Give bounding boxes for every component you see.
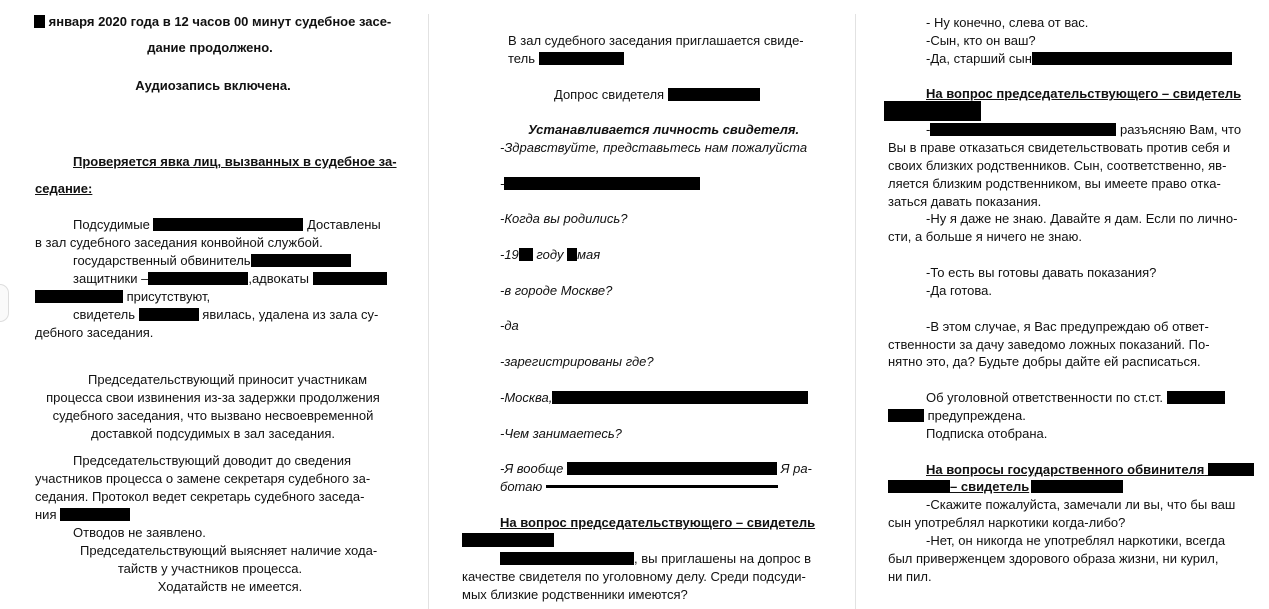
redaction — [1167, 391, 1225, 404]
text-line: -Да, старший сын — [926, 50, 1232, 68]
text-line: -19 году мая — [500, 247, 601, 262]
text-line: тайств у участников процесса. — [117, 561, 303, 576]
text-line: -Ну я даже не знаю. Давайте я дам. Если по лично- — [926, 211, 1238, 226]
redaction — [1031, 480, 1123, 493]
text-line: -зарегистрированы где? — [500, 354, 654, 369]
text-line: -Я вообще Я ра- — [500, 461, 812, 476]
text-line: доставкой подсудимых в зал заседания. — [90, 426, 336, 441]
protocol-page-3 — [884, 0, 1246, 609]
text-line: мых близкие родственники имеются? — [462, 587, 688, 602]
redaction — [148, 272, 248, 285]
redaction — [60, 508, 130, 521]
section-heading: На вопрос председательствующего – свидетель — [500, 515, 816, 530]
text-line: -То есть вы готовы давать показания? — [926, 265, 1157, 280]
section-heading: – свидетель — [888, 478, 1123, 496]
text-line: , вы приглашены на допрос в — [500, 550, 811, 568]
text-line: присутствуют, — [35, 288, 210, 306]
text-line: Ходатайств не имеется. — [157, 579, 303, 594]
text-line: Подсудимые Доставлены — [73, 217, 381, 232]
text-line: своих близких родственников. Сын, соответственно, яв- — [888, 158, 1227, 173]
redaction — [567, 248, 577, 261]
redaction — [34, 15, 45, 28]
text-line: Вы в праве отказаться свидетельствовать против себя и — [888, 140, 1231, 155]
text-line: -В этом случае, я Вас предупреждаю об ответ- — [926, 319, 1209, 334]
redaction — [930, 123, 1116, 136]
text-line: Председательствующий приносит участникам — [88, 372, 368, 387]
redaction — [153, 218, 303, 231]
text-line: -Нет, он никогда не употреблял наркотики, всегда — [926, 533, 1226, 548]
text-line: -в городе Москве? — [500, 283, 613, 298]
text-line: предупреждена. — [888, 407, 1026, 425]
redaction — [519, 248, 533, 261]
text-line: был приверженцем здорового образа жизни, ни курил, — [888, 551, 1219, 566]
protocol-page-1 — [30, 0, 397, 609]
redaction — [139, 308, 199, 321]
text-line: - разъясняю Вам, что — [926, 122, 1242, 137]
redaction — [668, 88, 760, 101]
text-line: -Чем занимаетесь? — [500, 426, 622, 441]
text-line: -Сын, кто он ваш? — [926, 33, 1036, 48]
redaction — [500, 552, 634, 565]
text-line: ни пил. — [888, 569, 932, 584]
text-line: Председательствующий доводит до сведения — [73, 453, 352, 468]
text-line: судебного заседания, что вызвано несвоевременной — [52, 408, 374, 423]
text-line: -Когда вы родились? — [500, 211, 628, 226]
page-divider — [855, 14, 856, 609]
section-heading: Проверяется явка лиц, вызванных в судебное за- — [73, 154, 397, 169]
text-line: тель — [508, 50, 624, 68]
text-line: -Скажите пожалуйста, замечали ли вы, что бы ваш — [926, 497, 1236, 512]
text-line: процесса свои извинения из-за задержки продолжения — [46, 390, 380, 405]
text-line: участников процесса о замене секретаря судебного за- — [35, 471, 371, 486]
redaction — [888, 409, 924, 422]
text-line: В зал судебного заседания приглашается свиде- — [508, 33, 804, 48]
text-line: ляется близким родственником, вы имеете право отка- — [888, 176, 1221, 191]
text-line: января 2020 года в 12 часов 00 минут судебное засе- — [34, 13, 391, 31]
section-heading: На вопрос председательствующего – свидетель — [926, 86, 1242, 101]
text-line: Аудиозапись включена. — [135, 78, 291, 93]
redaction — [884, 101, 981, 121]
text-line: Подписка отобрана. — [926, 426, 1048, 441]
text-line: нятно это, да? Будьте добры дайте ей расписаться. — [888, 354, 1201, 369]
text-line: ния — [35, 506, 130, 524]
text-line: -Москва, — [500, 389, 808, 407]
text-line: ботаю — [500, 478, 778, 496]
redaction — [1208, 463, 1254, 476]
redaction — [313, 272, 387, 285]
text-line: сын употреблял наркотики когда-либо? — [888, 515, 1126, 530]
text-line: сти, а больше я ничего не знаю. — [888, 229, 1082, 244]
protocol-page-2 — [462, 0, 821, 609]
text-line: Об уголовной ответственности по ст.ст. — [926, 389, 1225, 407]
redaction — [546, 485, 778, 488]
redaction — [567, 462, 777, 475]
text-line: свидетель явилась, удалена из зала су- — [73, 307, 379, 322]
text-line: седания. Протокол ведет секретарь судебного заседа- — [35, 489, 365, 504]
redaction — [539, 52, 624, 65]
text-line: дебного заседания. — [35, 325, 154, 340]
redaction — [35, 290, 123, 303]
text-line: Устанавливается личность свидетеля. — [528, 122, 800, 137]
text-line: -Да готова. — [926, 283, 993, 298]
text-line: дание продолжено. — [147, 40, 273, 55]
text-line: государственный обвинитель — [73, 252, 351, 270]
section-heading: седание: — [35, 181, 93, 196]
text-line: качестве свидетеля по уголовному делу. Среди подсуди- — [462, 569, 806, 584]
text-line: ственности за дачу заведомо ложных показаний. По- — [888, 337, 1210, 352]
text-line: Отводов не заявлено. — [73, 525, 206, 540]
text-line: заться давать показания. — [888, 194, 1042, 209]
text-line: -Здравствуйте, представьтесь нам пожалуйста — [500, 140, 808, 155]
page-scroll-handle[interactable] — [0, 284, 9, 322]
text-line: - — [500, 175, 700, 193]
page-divider — [428, 14, 429, 609]
redaction — [462, 533, 554, 547]
redaction — [251, 254, 351, 267]
redaction — [888, 480, 950, 493]
text-line: - Ну конечно, слева от вас. — [926, 15, 1089, 30]
text-line: защитники – ,адвокаты — [73, 270, 387, 288]
redaction — [504, 177, 700, 190]
redaction — [552, 391, 808, 404]
section-heading: На вопросы государственного обвинителя — [926, 461, 1254, 479]
redaction — [1032, 52, 1232, 65]
text-line: Председательствующий выясняет наличие хода- — [80, 543, 378, 558]
text-line: -да — [500, 318, 519, 333]
text-line: в зал судебного заседания конвойной службой. — [35, 235, 323, 250]
text-line: Допрос свидетеля — [554, 86, 760, 104]
